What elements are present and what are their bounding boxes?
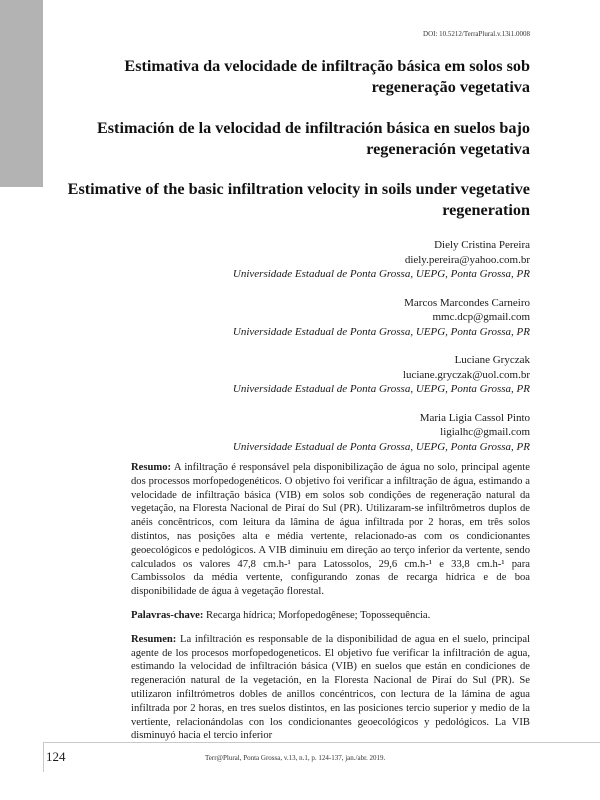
resumen-label: Resumen:	[131, 633, 177, 645]
footer-divider	[43, 742, 600, 743]
title-english	[60, 179, 530, 221]
resumo-label: Resumo:	[131, 462, 172, 473]
page-number: 124	[46, 749, 66, 764]
author-name: Diely Cristina Pereira	[434, 239, 530, 251]
doi-text: DOI: 10.5212/TerraPlural.v.13i1.0008	[423, 30, 530, 38]
author-email[interactable]: ligialhc@gmail.com	[440, 426, 530, 438]
title-pt-text: Estimativa da velocidade de infiltração básica em solos sob regeneração vegetativa	[124, 57, 530, 96]
title-portuguese	[60, 56, 530, 98]
author-institution: Universidade Estadual de Ponta Grossa, UEPG, Ponta Grossa, PR	[232, 325, 530, 338]
author-name: Marcos Marcondes Carneiro	[404, 296, 530, 309]
author-block	[70, 411, 530, 455]
keywords-text: Recarga hídrica; Morfopedogênese; Topossequência.	[206, 609, 431, 621]
title-en-text: Estimative of the basic infiltration velocity in soils under vegetative regeneration	[67, 180, 530, 219]
author-institution: Universidade Estadual de Ponta Grossa, UEPG, Ponta Grossa, PR	[232, 268, 530, 280]
title-es-text: Estimación de la velocidad de infiltración básica en suelos bajo regeneración vegetativa	[96, 119, 530, 158]
title-spanish	[60, 118, 530, 160]
resumo-paragraph	[131, 461, 530, 599]
keywords-label: Palavras-chave:	[131, 609, 204, 621]
author-email[interactable]: diely.pereira@yahoo.com.br	[404, 253, 530, 266]
footer-divider-vertical	[43, 742, 44, 772]
author-institution: Universidade Estadual de Ponta Grossa, UEPG, Ponta Grossa, PR	[232, 440, 530, 453]
author-block	[70, 238, 530, 282]
author-name: Luciane Gryczak	[454, 354, 530, 366]
author-institution: Universidade Estadual de Ponta Grossa, UEPG, Ponta Grossa, PR	[232, 383, 530, 395]
author-email[interactable]: mmc.dcp@gmail.com	[432, 311, 530, 323]
abstracts	[131, 461, 530, 753]
resumen-text: La infiltración es responsable de la disponibilidad de agua en el suelo, principal agente de los procesos morfopedogeneticos. El objetivo fue verificar la infiltración de agua, estimando la velocidad de infiltración básica (VIB) en suelos que están en condiciones de regeneración natural de la vegetación, en la Floresta Nacional de Piraí do Sul (PR). Se utilizaron infiltrómetros dobles de anillos concéntricos, con lectura de la lámina de agua infiltrada por 2 horas, en tres suelos distintos, en las posiciones tercio superior y medio de la vertiente, relacionándolas con los condicionantes geoecológicos y pedológicos. La VIB disminuyó hacia el tercio inferior	[131, 633, 530, 742]
author-name: Maria Ligia Cassol Pinto	[419, 411, 530, 424]
author-block	[70, 296, 530, 340]
page-side-band	[0, 0, 43, 187]
author-list	[70, 238, 530, 468]
author-block	[70, 353, 530, 397]
resumen-paragraph	[131, 633, 530, 743]
author-email[interactable]: luciane.gryczak@uol.com.br	[402, 368, 530, 381]
keywords-paragraph	[131, 609, 530, 623]
resumo-text: A infiltração é responsável pela disponibilização de água no solo, principal agente dos processos morfopedogenéticos. O objetivo foi verificar a infiltração de água, estimando a velocidade de infiltração básica (VIB) em solos sob condições de regeneração natural da vegetação, na Floresta Nacional de Piraí do Sul (PR). Utilizaram-se infiltrômetros duplos de anéis concêntricos, com leitura da lâmina de água infiltrada por 2 horas, em três solos distintos, nas posições alta e média vertente, relacionado-as com os condicionantes geoecológicos e pedológicos. A VIB diminuiu em direção ao terço inferior da vertente, sendo calculados os valores 47,8 cm.h-¹ para Latossolos, 29,6 cm.h-¹ e 33,8 cm.h-¹ para Cambissolos da média vertente, configurando zonas de recarga hídrica e de boa disponibilidade de água à vegetação florestal.	[131, 462, 530, 598]
footer-citation: Terr@Plural, Ponta Grossa, v.13, n.1, p. 124-137, jan./abr. 2019.	[205, 754, 386, 762]
